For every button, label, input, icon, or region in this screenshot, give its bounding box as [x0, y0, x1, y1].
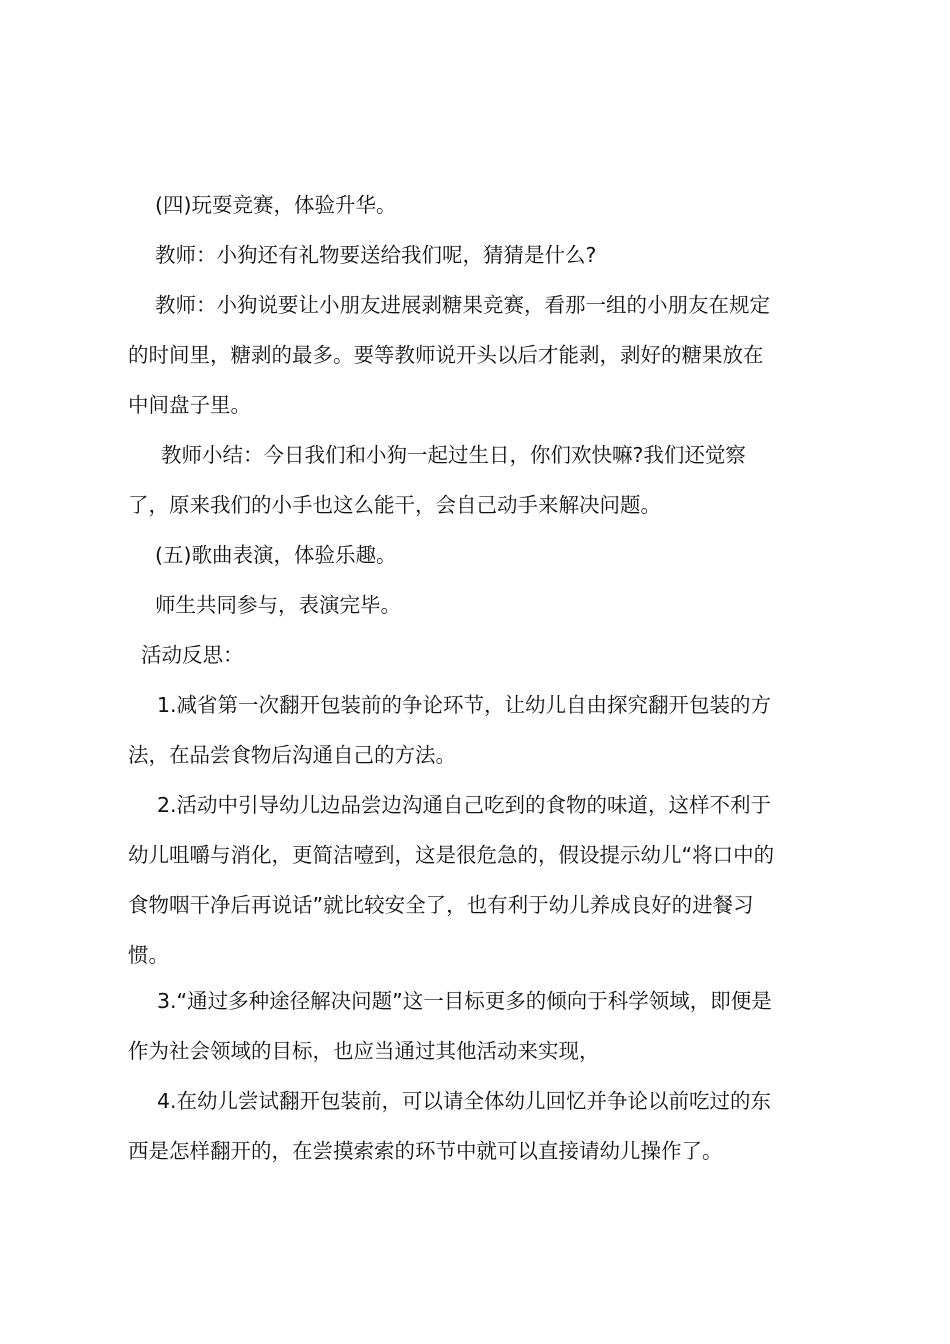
text-line: (五)歌曲表演，体验乐趣。 [155, 543, 397, 567]
reflection-item-2 [128, 780, 834, 980]
text-line: 中间盘子里。 [128, 393, 251, 417]
text-line: 幼儿咀嚼与消化，更简洁噎到，这是很危急的，假设提示幼儿“将口中的 [128, 843, 775, 867]
teacher-question [155, 230, 861, 280]
text-line: 3.“通过多种途径解决问题”这一目标更多的倾向于科学领域，即便是 [157, 989, 772, 1013]
text-line: 活动反思： [141, 643, 244, 667]
text-line: 法，在品尝食物后沟通自己的方法。 [128, 743, 456, 767]
text-line: 2.活动中引导幼儿边品尝边沟通自己吃到的食物的味道，这样不利于 [157, 793, 772, 817]
text-line: 的时间里，糖剥的最多。要等教师说开头以后才能剥，剥好的糖果放在 [128, 343, 764, 367]
text-line: 4.在幼儿尝试翻开包装前，可以请全体幼儿回忆并争论以前吃过的东 [157, 1089, 772, 1113]
performance-line [155, 580, 861, 630]
reflection-item-4 [128, 1076, 834, 1176]
text-line: 教师：小狗还有礼物要送给我们呢，猜猜是什么? [155, 243, 597, 267]
reflection-item-1 [128, 680, 834, 780]
section-4-heading [155, 180, 861, 230]
text-line: 了，原来我们的小手也这么能干，会自己动手来解决问题。 [128, 493, 661, 517]
text-line: 惯。 [128, 943, 169, 967]
text-line: 西是怎样翻开的，在尝摸索索的环节中就可以直接请幼儿操作了。 [128, 1139, 723, 1163]
text-line: 教师小结：今日我们和小狗一起过生日，你们欢快嘛?我们还觉察 [161, 443, 746, 467]
reflection-item-3 [128, 976, 834, 1076]
text-line: 教师：小狗说要让小朋友进展剥糖果竞赛，看那一组的小朋友在规定 [155, 293, 770, 317]
text-line: 作为社会领域的目标，也应当通过其他活动来实现， [128, 1039, 600, 1063]
reflection-heading [141, 630, 847, 680]
text-line: 食物咽干净后再说话”就比较安全了，也有利于幼儿养成良好的进餐习 [128, 893, 754, 917]
teacher-instructions [128, 280, 834, 430]
text-line: (四)玩耍竞赛，体验升华。 [155, 193, 397, 217]
teacher-summary [128, 430, 834, 530]
text-line: 师生共同参与，表演完毕。 [155, 593, 401, 617]
section-5-heading [155, 530, 861, 580]
text-line: 1.减省第一次翻开包装前的争论环节，让幼儿自由探究翻开包装的方 [157, 693, 772, 717]
